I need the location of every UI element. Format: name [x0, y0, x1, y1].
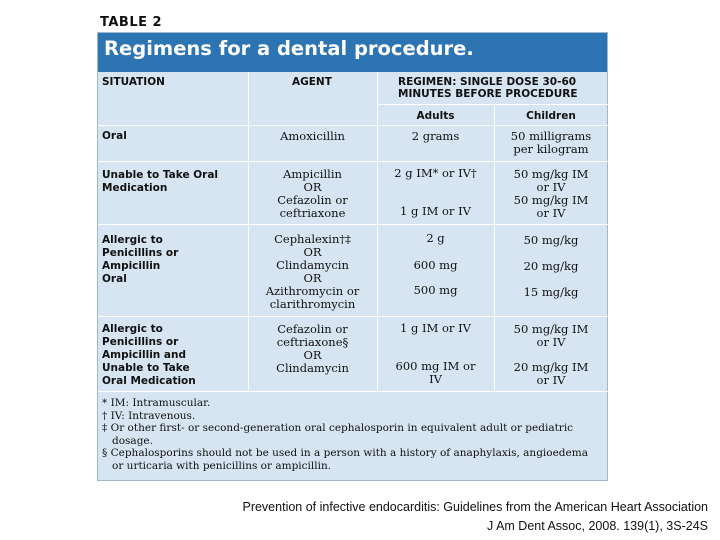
row4-situation-line: Penicillins or	[102, 336, 179, 348]
header-divider-regimen	[377, 104, 608, 105]
row3-agent	[248, 233, 377, 311]
row4-adults-dose2-line: 600 mg IM or	[395, 359, 476, 373]
row3-children-dose3: 15 mg/kg	[523, 285, 579, 299]
row2-agent-line: OR	[303, 180, 322, 194]
row4-situation	[102, 323, 196, 388]
table-title: Regimens for a dental procedure.	[104, 37, 474, 60]
header-agent: AGENT	[292, 76, 332, 88]
row4-adults-dose2	[377, 360, 494, 386]
row3-situation-line: Ampicillin	[102, 260, 161, 272]
row1-agent-line: Amoxicillin	[280, 129, 345, 143]
row4-children-line: 20 mg/kg IM	[513, 360, 589, 374]
row3-situation-line: Oral	[102, 273, 127, 285]
row1-children	[494, 130, 608, 156]
row3-agent-line: clarithromycin	[269, 297, 356, 311]
row4-situation-line: Allergic to	[102, 323, 163, 335]
row3-agent-line: Clindamycin	[276, 258, 349, 272]
row4-situation-line: Unable to Take	[102, 362, 190, 374]
header-children: Children	[526, 110, 576, 122]
header-situation: SITUATION	[102, 76, 165, 88]
caption-line1: Prevention of infective endocarditis: Guidelines from the American Heart Association	[242, 500, 708, 514]
row2-children-line: 50 mg/kg IM	[513, 193, 589, 207]
row4-agent-line: Clindamycin	[276, 361, 349, 375]
header-bottom-divider	[98, 125, 608, 126]
row-divider-1	[98, 161, 608, 162]
header-regimen-line1: REGIMEN: SINGLE DOSE 30-60	[398, 76, 577, 88]
row4-children-line: or IV	[536, 335, 566, 349]
footnote: ‡ Or other first- or second-generation oral cephalosporin in equivalent adult or pediatric	[102, 422, 574, 434]
row3-situation-line: Allergic to	[102, 234, 163, 246]
row2-situation	[102, 169, 218, 195]
row2-children-line: or IV	[536, 180, 566, 194]
row4-situation-line: Ampicillin and	[102, 349, 187, 361]
row2-agent-line: Cefazolin or	[277, 193, 348, 207]
row3-situation-line: Penicillins or	[102, 247, 179, 259]
row4-adults-dose1: 1 g IM or IV	[400, 321, 471, 335]
row1-adults-line: 2 grams	[411, 129, 460, 143]
row4-agent	[248, 323, 377, 375]
row2-agent	[248, 168, 377, 220]
row2-children-line: 50 mg/kg IM	[513, 167, 589, 181]
row1-children-line: per kilogram	[513, 142, 589, 156]
row1-agent	[248, 130, 377, 143]
row3-situation	[102, 234, 178, 286]
row4-children-line: 50 mg/kg IM	[513, 322, 589, 336]
footnote: * IM: Intramuscular.	[102, 397, 211, 409]
header-regimen-line2: MINUTES BEFORE PROCEDURE	[398, 88, 578, 100]
footnote: dosage.	[112, 434, 153, 447]
footnote: or urticaria with penicillins or ampicillin.	[112, 459, 332, 472]
row3-agent-line: OR	[303, 271, 322, 285]
row4-agent-line: OR	[303, 348, 322, 362]
row-divider-4	[98, 391, 608, 392]
row2-agent-line: Ampicillin	[283, 167, 342, 181]
row4-agent-line: ceftriaxone§	[276, 335, 349, 349]
row3-children-dose2: 20 mg/kg	[523, 259, 579, 273]
row2-situation-line: Unable to Take Oral	[102, 169, 219, 181]
row2-situation-line: Medication	[102, 182, 168, 194]
caption-line2: J Am Dent Assoc, 2008. 139(1), 3S-24S	[487, 519, 708, 533]
footnote: † IV: Intravenous.	[102, 409, 196, 422]
row3-adults-dose2: 600 mg	[413, 258, 458, 272]
row4-children-line: or IV	[536, 373, 566, 387]
row-divider-3	[98, 316, 608, 317]
row3-agent-line: OR	[303, 245, 322, 259]
row1-situation-line: Oral	[102, 130, 127, 142]
regimen-table	[97, 32, 608, 481]
row4-adults-dose2-line: IV	[429, 372, 442, 386]
row4-children	[494, 323, 608, 387]
row2-adults-dose2: 1 g IM or IV	[400, 204, 471, 218]
row2-adults-dose1: 2 g IM* or IV†	[394, 166, 477, 180]
row2-children	[494, 168, 608, 220]
footnotes	[102, 397, 588, 472]
row3-adults-dose3: 500 mg	[413, 283, 458, 297]
row3-children-dose1: 50 mg/kg	[523, 233, 579, 247]
row4-situation-line: Oral Medication	[102, 375, 196, 387]
row3-agent-line: Azithromycin or	[265, 284, 360, 298]
row2-children-line: or IV	[536, 206, 566, 220]
table-label: TABLE 2	[100, 15, 163, 30]
row1-adults	[377, 130, 494, 143]
header-adults: Adults	[416, 110, 455, 122]
row-divider-2	[98, 224, 608, 225]
footnote: § Cephalosporins should not be used in a person with a history of anaphylaxis, angioedema	[102, 447, 588, 459]
row1-children-line: 50 milligrams	[510, 129, 592, 143]
row1-situation	[102, 130, 127, 143]
row3-adults-dose1: 2 g	[426, 231, 445, 245]
row2-agent-line: ceftriaxone	[279, 206, 346, 220]
row4-agent-line: Cefazolin or	[277, 322, 348, 336]
title-bar	[98, 33, 607, 72]
row3-agent-line: Cephalexin†‡	[274, 232, 351, 246]
